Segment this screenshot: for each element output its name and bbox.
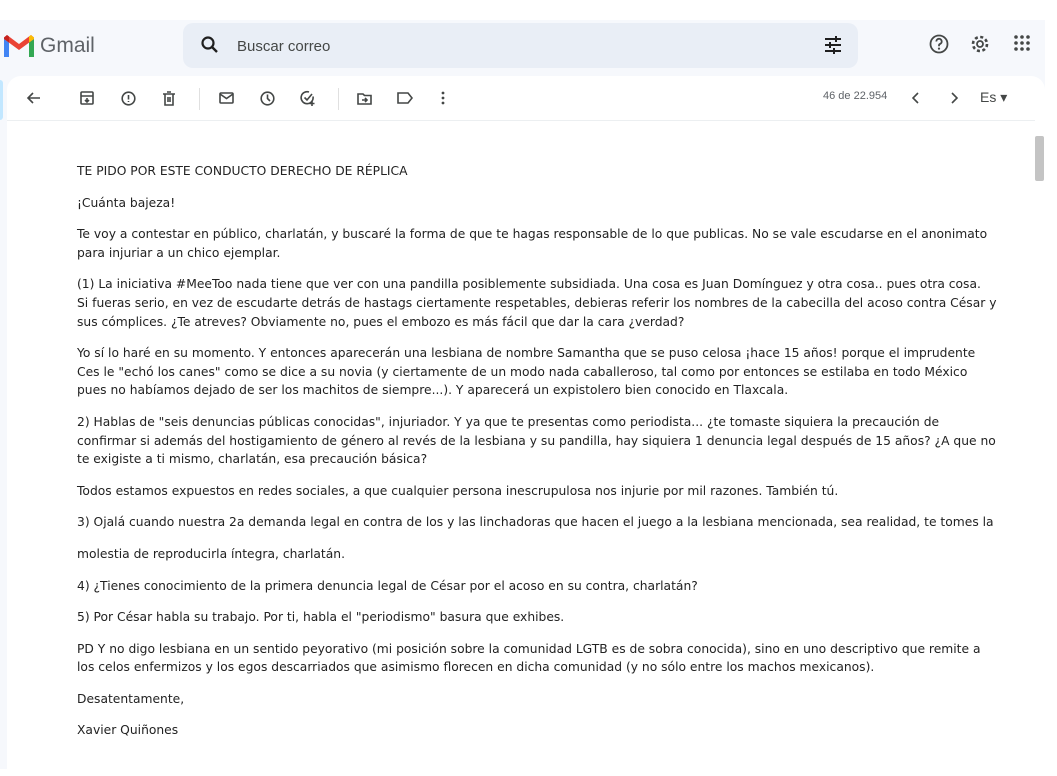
search-icon[interactable]	[200, 35, 220, 55]
email-text-line: 4) ¿Tienes conocimiento de la primera denuncia legal de César por el acoso en su contra, charlatán?	[77, 578, 698, 593]
input-tools-language-button[interactable]: Es ▾	[980, 89, 1008, 105]
search-input[interactable]	[235, 33, 739, 59]
apps-grid-icon[interactable]	[1013, 34, 1031, 52]
message-count: 46 de 22.954	[823, 90, 888, 102]
email-text-line: Yo sí lo haré en su momento. Y entonces aparecerán una lesbiana de nombre Samantha que se puso celosa ¡hace 15 años! porque el imprudente	[77, 346, 976, 361]
email-paragraph	[77, 545, 997, 564]
email-paragraph	[77, 513, 997, 532]
email-text-line: Xavier Quiñones	[77, 723, 179, 738]
app-name: Gmail	[40, 34, 95, 57]
email-paragraph	[77, 225, 997, 262]
email-text-line: 3) Ojalá cuando nuestra 2a demanda legal en contra de los y las linchadoras que hacen el juego a la lesbiana mencionada, sea realidad, te tomes la	[77, 515, 994, 530]
email-text-line: Todos estamos expuestos en redes sociales, a que cualquier persona inescrupulosa nos injurie por mil razones. También tú.	[77, 483, 839, 498]
email-text-line: confirmar si además del hostigamiento de género al revés de la lesbiana y su pandilla, hay siquiera 1 denuncia legal después de 15 años? ¿A que no	[77, 433, 996, 448]
newer-button[interactable]	[907, 89, 925, 107]
trash-icon	[162, 91, 176, 106]
search-options-icon[interactable]	[824, 36, 842, 54]
scrollbar-thumb[interactable]	[1035, 136, 1044, 181]
chevron-right-icon	[950, 92, 958, 104]
email-text-line: (1) La iniciativa #MeeToo nada tiene que ver con una pandilla posiblemente subsidiada. Una cosa es Juan Domínguez y otra cosa.. pues otra cosa.	[77, 277, 981, 292]
email-text-line: Desatentamente,	[77, 691, 185, 706]
email-paragraph	[77, 690, 997, 709]
email-text-line: Si fueras serio, en vez de escudarte detrás de hastags ciertamente respetables, debieras referir los nombres de la cabecilla del acoso contra César y	[77, 295, 997, 310]
toolbar-divider	[338, 88, 339, 110]
email-text-line: Te voy a contestar en público, charlatán, y buscaré la forma de que te hagas responsable de lo que publicas. No se vale escudarse en el anonimato	[77, 227, 988, 242]
email-text-line: pues no habíamos dejado de ser los machitos de siempre...). Y aparecerá un expistolero bien conocido en Tlaxcala.	[77, 383, 789, 398]
report-icon	[121, 91, 136, 106]
email-text-line: PD Y no digo lesbiana en un sentido peyorativo (mi posición sobre la comunidad LGTB es de sobra conocida), sino en uno descriptivo que remite a	[77, 641, 981, 656]
arrow-left-icon	[26, 90, 42, 106]
email-text-line: para injuriar a un chico ejemplar.	[77, 245, 281, 260]
mark-unread-button[interactable]	[217, 89, 235, 107]
gmail-logo[interactable]	[4, 34, 95, 58]
email-paragraph	[77, 577, 997, 596]
add-task-icon	[300, 90, 316, 106]
search-bar[interactable]	[183, 23, 858, 68]
more-options-button[interactable]	[434, 89, 452, 107]
email-text-line: molestia de reproducirla íntegra, charlatán.	[77, 546, 345, 561]
email-text-line: sus cómplices. ¿Te atreves? Obviamente no, pues el embozo es más fácil que dar la cara ¿verdad?	[77, 314, 685, 329]
email-body	[77, 162, 997, 753]
archive-icon	[80, 91, 94, 105]
email-paragraph	[77, 721, 997, 740]
email-text-line: 2) Hablas de "seis denuncias públicas conocidas", injuriador. Y ya que te presentas como periodista... ¿te tomaste siquiera la precaución de	[77, 414, 940, 429]
move-to-button[interactable]	[355, 89, 373, 107]
labels-button[interactable]	[396, 89, 414, 107]
message-toolbar	[7, 76, 1035, 121]
email-text-line: ¡Cuánta bajeza!	[77, 195, 176, 210]
archive-button[interactable]	[78, 89, 96, 107]
help-icon[interactable]	[929, 34, 949, 54]
email-paragraph	[77, 275, 997, 331]
sidebar-edge	[0, 80, 3, 120]
toolbar-divider	[199, 88, 200, 110]
back-button[interactable]	[25, 89, 43, 107]
mail-icon	[219, 92, 234, 104]
gmail-m-icon	[4, 35, 34, 57]
add-to-tasks-button[interactable]	[299, 89, 317, 107]
settings-gear-icon[interactable]	[970, 34, 990, 54]
email-paragraph	[77, 344, 997, 400]
email-paragraph	[77, 640, 997, 677]
email-text-line: 5) Por César habla su trabajo. Por ti, habla el "periodismo" basura que exhibes.	[77, 610, 565, 625]
email-paragraph	[77, 608, 997, 627]
email-paragraph	[77, 194, 997, 213]
email-text-line: los celos enfermizos y los egos descarriados que asimismo florecen en dicha comunidad (y no sólo entre los machos mexicanos).	[77, 660, 875, 675]
chevron-left-icon	[912, 92, 920, 104]
email-text-line: Ces le "echó los canes" como se dice a su novia (y ciertamente de un modo nada caballeroso, tal como por entonces se estilaba en todo México	[77, 364, 968, 379]
report-spam-button[interactable]	[119, 89, 137, 107]
older-button[interactable]	[945, 89, 963, 107]
email-text-line: TE PIDO POR ESTE CONDUCTO DERECHO DE RÉPLICA	[77, 164, 408, 178]
folder-move-icon	[357, 92, 372, 105]
more-vert-icon	[441, 91, 445, 105]
top-strip	[0, 0, 1057, 20]
snooze-button[interactable]	[258, 89, 276, 107]
clock-icon	[260, 91, 275, 106]
email-paragraph	[77, 413, 997, 469]
email-paragraph	[77, 482, 997, 501]
email-text-line: te exigiste a ti mismo, charlatán, esa precaución básica?	[77, 452, 428, 467]
delete-button[interactable]	[160, 89, 178, 107]
email-paragraph	[77, 162, 997, 181]
label-icon	[397, 92, 413, 104]
